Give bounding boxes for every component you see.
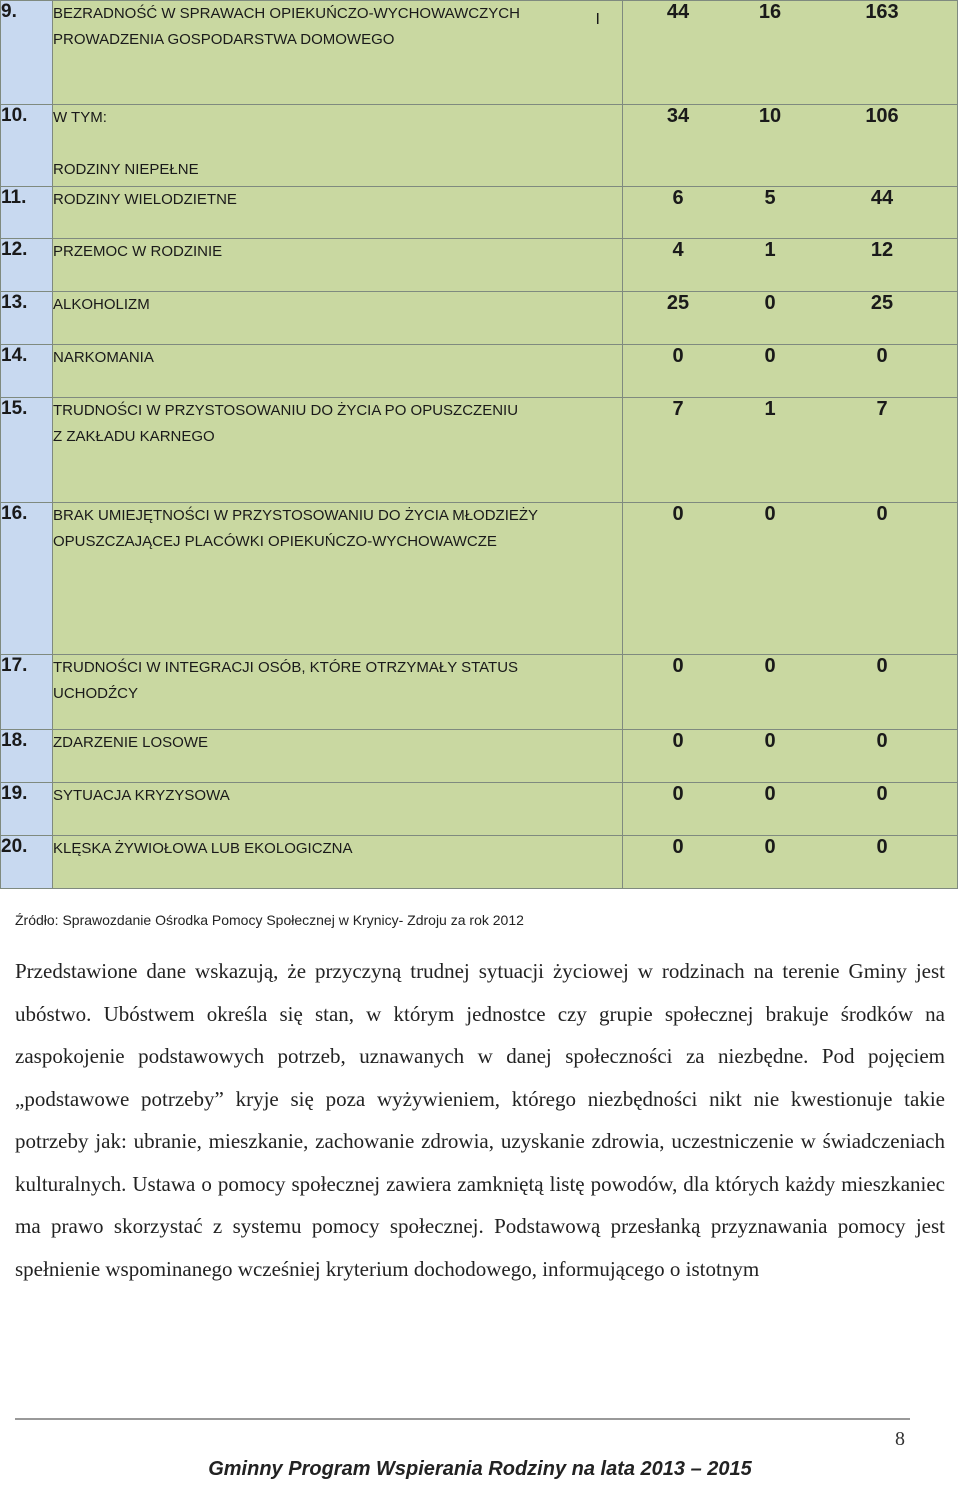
value-cell: 0 (764, 503, 776, 525)
row-label-line: BEZRADNOŚĆ W SPRAWACH OPIEKUŃCZO-WYCHOWAWCZYCH (53, 5, 520, 22)
row-label (53, 105, 623, 187)
table-row (1, 836, 958, 889)
value-cell: 0 (876, 836, 888, 858)
stray-mark: I (595, 11, 600, 28)
row-number: 17. (1, 655, 53, 730)
row-label-line: NARKOMANIA (53, 349, 154, 366)
row-label-line: Z ZAKŁADU KARNEGO (53, 428, 215, 445)
row-values (623, 187, 958, 239)
value-cell: 7 (672, 398, 684, 420)
row-label-line: RODZINY NIEPEŁNE (53, 161, 199, 178)
row-label (53, 1, 623, 105)
table-row (1, 783, 958, 836)
table-row (1, 105, 958, 187)
row-label (53, 655, 623, 730)
value-cell: 0 (764, 783, 776, 805)
row-values (623, 836, 958, 889)
value-cell: 163 (865, 1, 899, 23)
row-number: 16. (1, 503, 53, 655)
row-label (53, 345, 623, 398)
row-number: 18. (1, 730, 53, 783)
value-cell: 0 (672, 345, 684, 367)
value-cell: 0 (764, 730, 776, 752)
value-cell: 106 (865, 105, 899, 127)
value-cell: 0 (876, 345, 888, 367)
row-label-line: ZDARZENIE LOSOWE (53, 734, 209, 751)
row-values (623, 398, 958, 503)
row-label-line: UCHODŹCY (53, 685, 138, 702)
row-number: 12. (1, 239, 53, 292)
row-values (623, 1, 958, 105)
value-cell: 0 (672, 836, 684, 858)
row-label (53, 292, 623, 345)
value-cell: 0 (764, 836, 776, 858)
value-cell: 12 (870, 239, 894, 261)
value-cell: 5 (764, 187, 776, 209)
row-values (623, 730, 958, 783)
value-cell: 0 (764, 292, 776, 314)
table-row (1, 345, 958, 398)
page-number: 8 (895, 1428, 905, 1450)
table-row (1, 398, 958, 503)
row-label-line: RODZINY WIELODZIETNE (53, 191, 237, 208)
row-label-line: ALKOHOLIZM (53, 296, 150, 313)
row-number: 11. (1, 187, 53, 239)
value-cell: 0 (764, 345, 776, 367)
value-cell: 7 (876, 398, 888, 420)
table-row (1, 730, 958, 783)
row-label-line: BRAK UMIEJĘTNOŚCI W PRZYSTOSOWANIU DO ŻYCIA MŁODZIEŻY (53, 507, 539, 524)
row-label (53, 836, 623, 889)
value-cell: 1 (764, 398, 776, 420)
row-number: 14. (1, 345, 53, 398)
row-label (53, 398, 623, 503)
footer-rule (15, 1418, 910, 1420)
row-label (53, 730, 623, 783)
value-cell: 0 (876, 503, 888, 525)
table-row (1, 292, 958, 345)
body-paragraph: Przedstawione dane wskazują, że przyczyną trudnej sytuacji życiowej w rodzinach na terenie Gminy jest ubóstwo. Ubóstwem określa się stan, w którym jednostce czy grupie społecznej brakuje środków na zaspokojenie podstawowych potrzeb, uznawanych w danej społeczności za niezbędne. Pod pojęciem „podstawowe potrzeby” kryje się poza wyżywieniem, którego niezbędności nikt nie kwestionuje takie potrzeby jak: ubranie, mieszkanie, zachowanie zdrowia, uzyskanie zdrowia, uczestniczenie w świadczeniach kulturalnych. Ustawa o pomocy społecznej zawiera zamkniętą listę powodów, dla których każdy mieszkaniec ma prawo skorzystać z systemu pomocy społecznej. Podstawową przesłanką przyznawania pomocy jest spełnienie wspominanego wcześniej kryterium dochodowego, informującego o istotnym (15, 959, 945, 1281)
value-cell: 10 (758, 105, 782, 127)
value-cell: 44 (666, 1, 690, 23)
footer-title: Gminny Program Wspierania Rodziny na lata 2013 – 2015 (208, 1458, 752, 1480)
row-values (623, 105, 958, 187)
value-cell: 0 (764, 655, 776, 677)
row-number: 19. (1, 783, 53, 836)
row-number: 13. (1, 292, 53, 345)
row-values (623, 239, 958, 292)
row-number: 10. (1, 105, 53, 187)
value-cell: 0 (672, 730, 684, 752)
value-cell: 25 (870, 292, 894, 314)
row-label-line: KLĘSKA ŻYWIOŁOWA LUB EKOLOGICZNA (53, 840, 353, 857)
row-label-line (53, 131, 622, 157)
row-label-line: PROWADZENIA GOSPODARSTWA DOMOWEGO (53, 31, 395, 48)
value-cell: 44 (870, 187, 894, 209)
row-number: 15. (1, 398, 53, 503)
value-cell: 16 (758, 1, 782, 23)
value-cell: 0 (672, 655, 684, 677)
row-values (623, 783, 958, 836)
row-values (623, 503, 958, 655)
row-label-line: OPUSZCZAJĄCEJ PLACÓWKI OPIEKUŃCZO-WYCHOWAWCZE (53, 533, 497, 550)
table-row (1, 1, 958, 105)
row-values (623, 345, 958, 398)
value-cell: 0 (876, 730, 888, 752)
value-cell: 25 (666, 292, 690, 314)
row-label (53, 187, 623, 239)
value-cell: 4 (672, 239, 684, 261)
row-label-line: TRUDNOŚCI W PRZYSTOSOWANIU DO ŻYCIA PO OPUSZCZENIU (53, 402, 519, 419)
value-cell: 1 (764, 239, 776, 261)
row-label-line: PRZEMOC W RODZINIE (53, 243, 223, 260)
row-label-line: TRUDNOŚCI W INTEGRACJI OSÓB, KTÓRE OTRZYMAŁY STATUS (53, 659, 519, 676)
table-row (1, 655, 958, 730)
row-label (53, 783, 623, 836)
row-label-line: SYTUACJA KRYZYSOWA (53, 787, 230, 804)
row-number: 20. (1, 836, 53, 889)
value-cell: 0 (876, 655, 888, 677)
row-number: 9. (1, 1, 53, 105)
row-label (53, 239, 623, 292)
row-label-line: W TYM: (53, 109, 107, 126)
value-cell: 34 (666, 105, 690, 127)
table-body (1, 1, 958, 889)
table-row (1, 503, 958, 655)
table-row (1, 239, 958, 292)
value-cell: 0 (672, 503, 684, 525)
value-cell: 0 (876, 783, 888, 805)
table-row (1, 187, 958, 239)
row-label (53, 503, 623, 655)
value-cell: 6 (672, 187, 684, 209)
row-values (623, 655, 958, 730)
source-note: Źródło: Sprawozdanie Ośrodka Pomocy Społecznej w Krynicy- Zdroju za rok 2012 (15, 912, 524, 928)
row-values (623, 292, 958, 345)
value-cell: 0 (672, 783, 684, 805)
